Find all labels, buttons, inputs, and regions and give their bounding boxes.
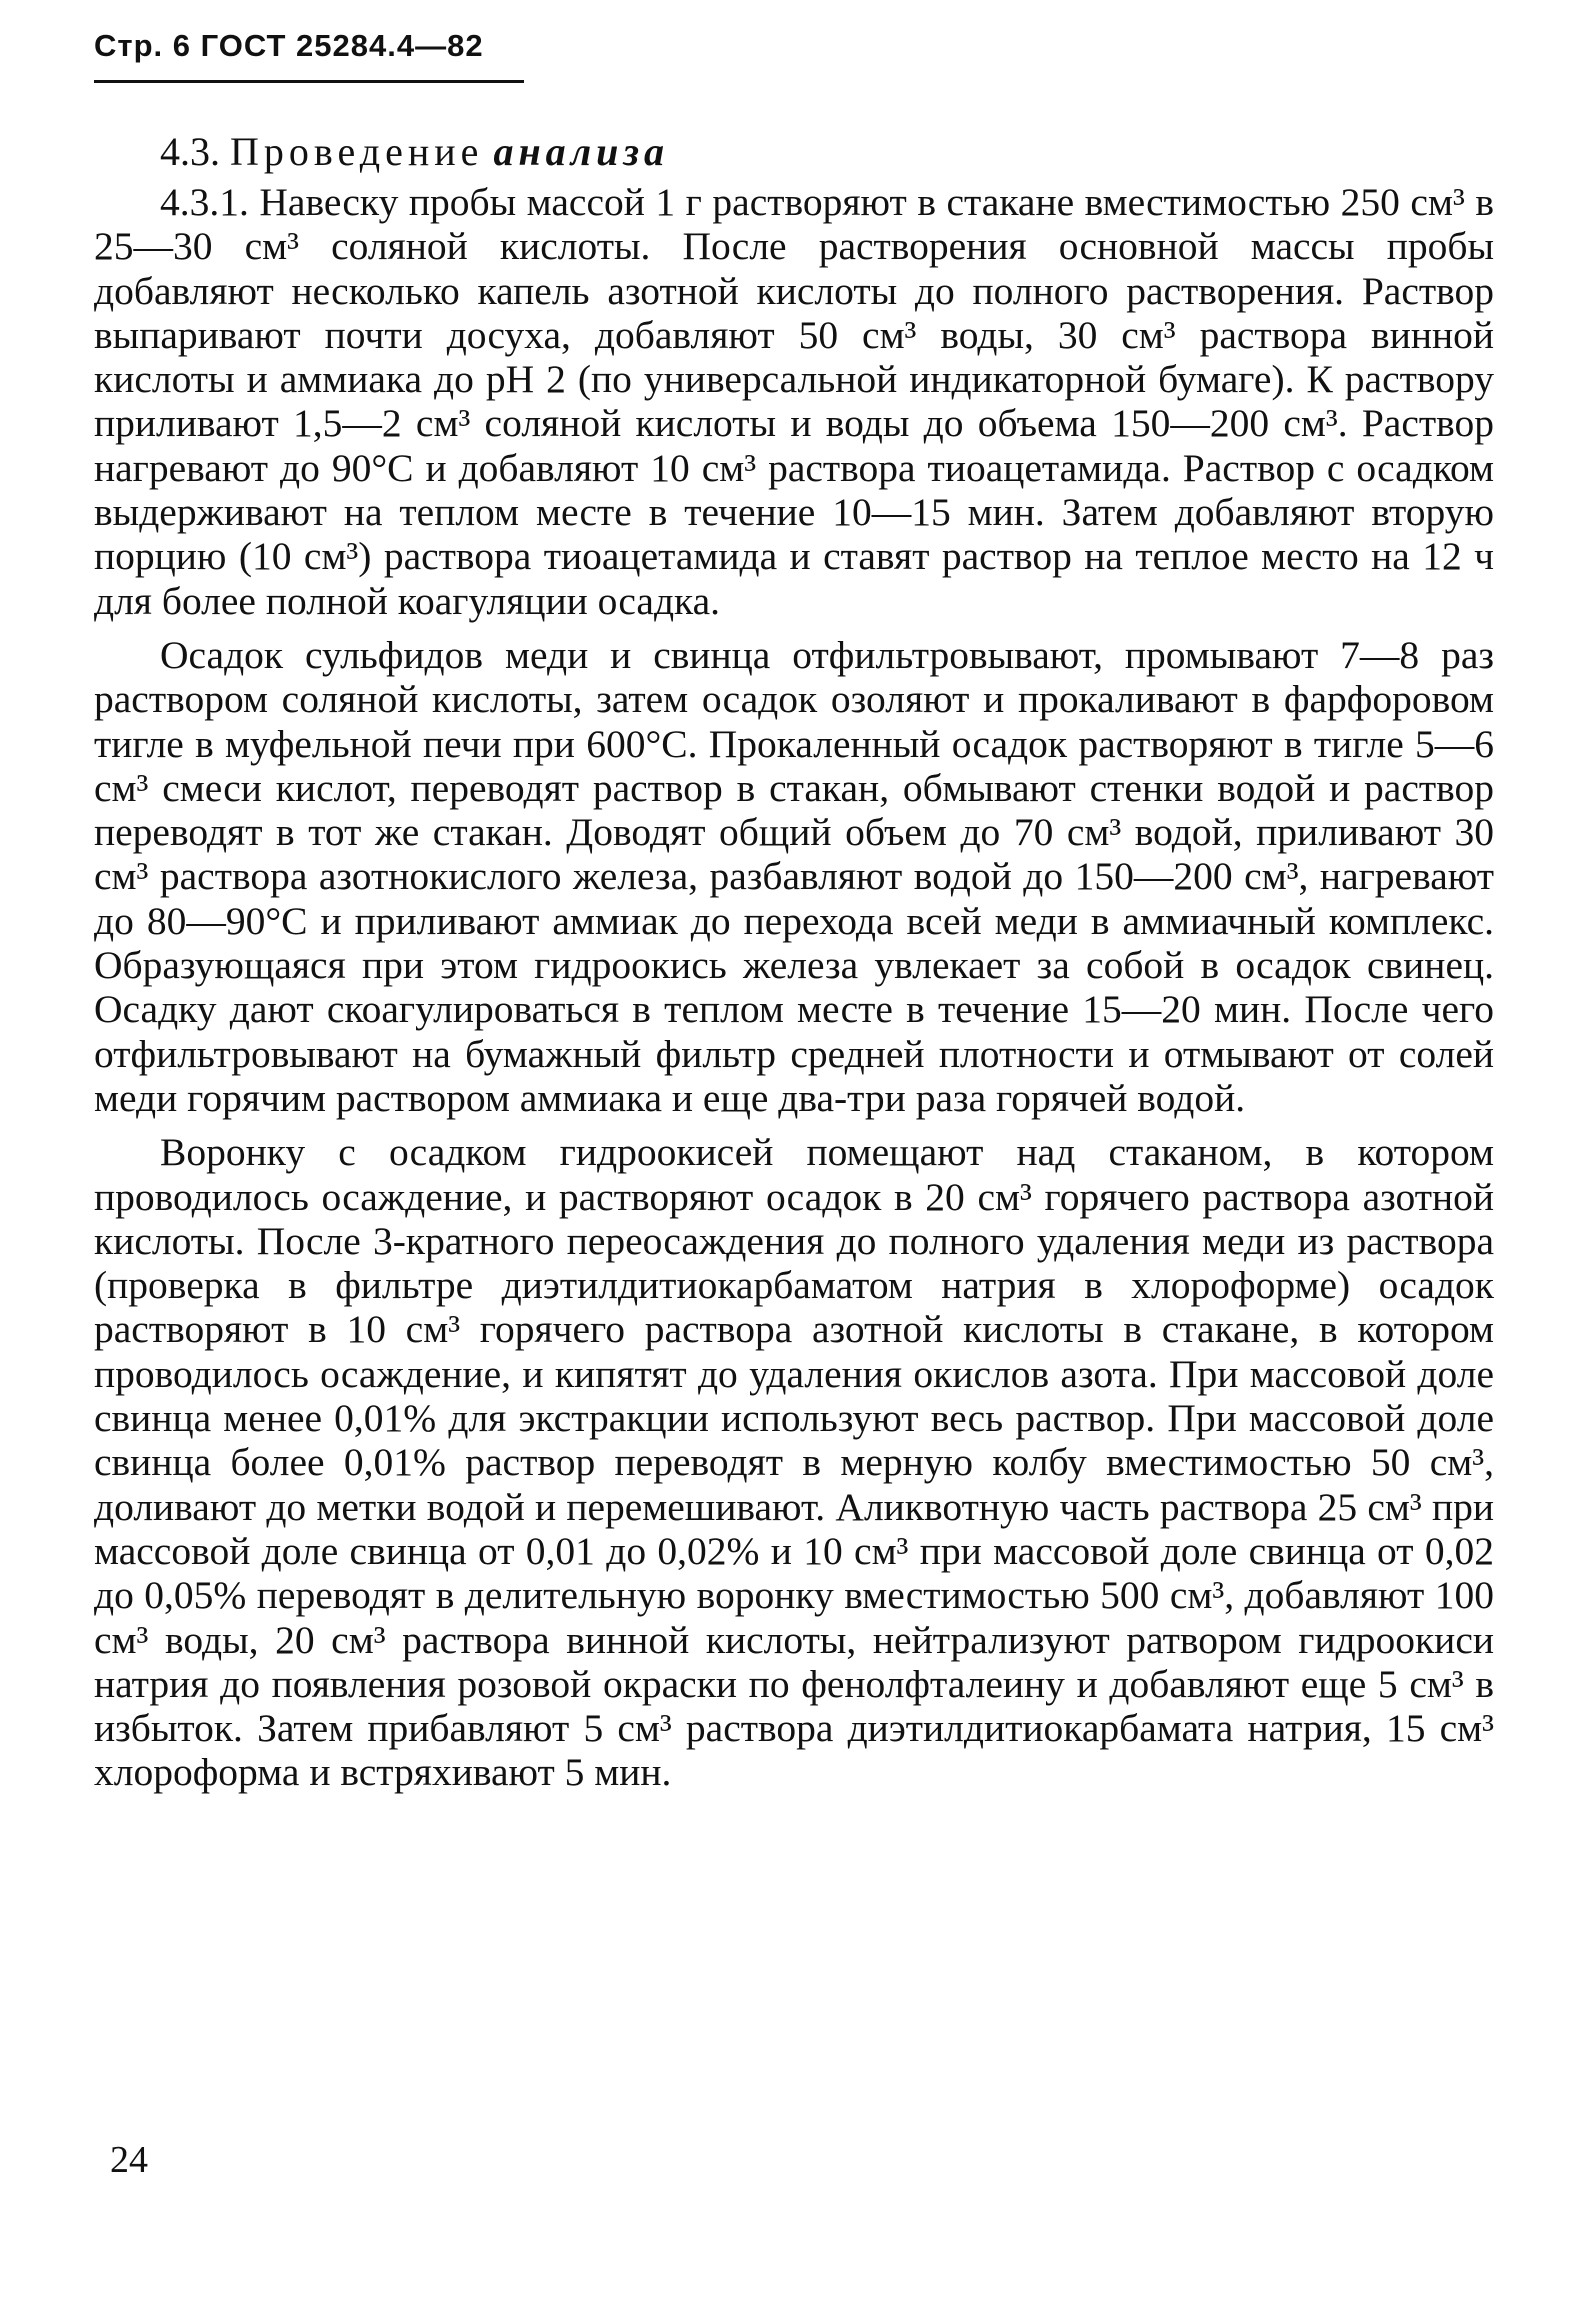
section-number: 4.3. <box>160 129 220 174</box>
paragraph-4-3-1: 4.3.1. Навеску пробы массой 1 г растворяют в стакане вместимостью 250 см³ в 25—30 см³ соляной кислоты. После растворения основной массы пробы добавляют несколько капель азотной кислоты до полного растворения. Раствор выпаривают почти досуха, добавляют 50 см³ воды, 30 см³ раствора винной кислоты и аммиака до pH 2 (по универсальной индикаторной бумаге). К раствору приливают 1,5—2 см³ соляной кислоты и воды до объема 150—200 см³. Раствор нагревают до 90°С и добавляют 10 см³ раствора тиоацетамида. Раствор с осадком выдерживают на теплом месте в течение 10—15 мин. Затем добавляют вторую порцию (10 см³) раствора тиоацетамида и ставят раствор на теплое место на 12 ч для более полной коагуляции осадка. <box>94 180 1494 623</box>
section-title <box>160 128 669 175</box>
body-text <box>94 180 1494 1795</box>
section-title-part2: анализа <box>493 129 670 174</box>
page-header: Стр. 6 ГОСТ 25284.4—82 <box>94 28 484 63</box>
header-rule <box>94 80 524 83</box>
paragraph-sulfide-precipitate: Осадок сульфидов меди и свинца отфильтровывают, промывают 7—8 раз раствором соляной кислоты, затем осадок озоляют и прокаливают в фарфоровом тигле в муфельной печи при 600°С. Прокаленный осадок растворяют в тигле 5—6 см³ смеси кислот, переводят раствор в стакан, обмывают стенки водой и раствор переводят в тот же стакан. Доводят общий объем до 70 см³ водой, приливают 30 см³ раствора азотнокислого железа, разбавляют водой до 150—200 см³, нагревают до 80—90°С и приливают аммиак до перехода всей меди в аммиачный комплекс. Образующаяся при этом гидроокись железа увлекает за собой в осадок свинец. Осадку дают скоагулироваться в теплом месте в течение 15—20 мин. После чего отфильтровывают на бумажный фильтр средней плотности и отмывают от солей меди горячим раствором аммиака и еще два-три раза горячей водой. <box>94 632 1494 1120</box>
page-number: 24 <box>110 2139 148 2181</box>
paragraph-hydroxide-funnel: Воронку с осадком гидроокисей помещают над стаканом, в котором проводилось осаждение, и растворяют осадок в 20 см³ горячего раствора азотной кислоты. После 3-кратного переосаждения до полного удаления меди из раствора (проверка в фильтре диэтилдитиокарбаматом натрия в хлороформе) осадок растворяют в 10 см³ горячего раствора азотной кислоты в стакане, в котором проводилось осаждение, и кипятят до удаления окислов азота. При массовой доле свинца менее 0,01% для экстракции используют весь раствор. При массовой доле свинца более 0,01% раствор переводят в мерную колбу вместимостью 50 см³, доливают до метки водой и перемешивают. Аликвотную часть раствора 25 см³ при массовой доле свинца от 0,01 до 0,02% и 10 см³ при массовой доле свинца от 0,02 до 0,05% переводят в делительную воронку вместимостью 500 см³, добавляют 100 см³ воды, 20 см³ раствора винной кислоты, нейтрализуют ратвором гидроокиси натрия до появления розовой окраски по фенолфталеину и добавляют еще 5 см³ в избыток. Затем прибавляют 5 см³ раствора диэтилдитиокарбамата натрия, 15 см³ хлороформа и встряхивают 5 мин. <box>94 1130 1494 1795</box>
section-title-part1: Проведение <box>230 129 484 174</box>
